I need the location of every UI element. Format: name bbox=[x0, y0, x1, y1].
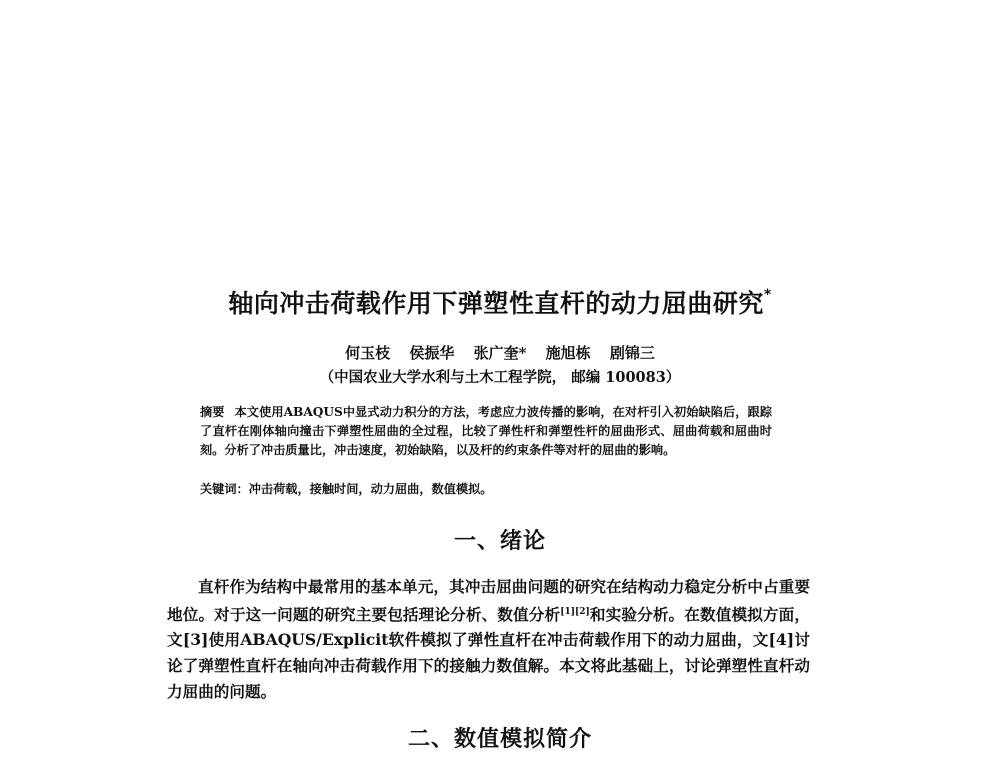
abstract-label: 摘要 bbox=[200, 405, 225, 419]
intro-citation: [1][2] bbox=[560, 606, 590, 617]
introduction-paragraph bbox=[167, 574, 810, 704]
title-footnote-mark: * bbox=[763, 286, 772, 303]
section-heading-numerical-simulation: 二、数值模拟简介 bbox=[407, 726, 592, 752]
paper-title bbox=[0, 284, 1000, 320]
intro-text-part1: 直杆作为结构中最常用的基本单元，其冲击屈曲问题的研究在结构动力稳定分析中占重要地位。对于这一问题的研究主要包括理论分析、数值分析 bbox=[167, 577, 810, 624]
abstract-block bbox=[200, 403, 772, 461]
section-heading-introduction: 一、绪论 bbox=[453, 528, 546, 554]
abstract-text: 本文使用ABAQUS中显式动力积分的方法，考虑应力波传播的影响，在对杆引入初始缺陷后，跟踪了直杆在刚体轴向撞击下弹塑性屈曲的全过程，比较了弹性杆和弹塑性杆的屈曲形式、屈曲荷载和屈曲时刻。分析了冲击质量比，冲击速度，初始缺陷，以及杆的约束条件等对杆的屈曲的影响。 bbox=[200, 405, 773, 458]
title-text: 轴向冲击荷载作用下弹塑性直杆的动力屈曲研究 bbox=[228, 289, 764, 318]
intro-text-part2: 和实验分析。在数值模拟方面，文[3]使用ABAQUS/Explicit软件模拟了弹性直杆在冲击荷载作用下的动力屈曲，文[4]讨论了弹塑性直杆在轴向冲击荷载作用下的接触力数值解。本文将此基础上，讨论弹塑性直杆动力屈曲的问题。 bbox=[167, 604, 810, 701]
affiliation-line: （中国农业大学水利与土木工程学院， 邮编 100083） bbox=[319, 369, 681, 386]
keywords-block bbox=[200, 480, 772, 497]
keywords-text: 冲击荷载，接触时间，动力屈曲，数值模拟。 bbox=[248, 482, 493, 496]
keywords-label: 关键词： bbox=[200, 482, 249, 496]
authors-line: 何玉枝 侯振华 张广奎* 施旭栋 剧锦三 bbox=[345, 344, 655, 362]
